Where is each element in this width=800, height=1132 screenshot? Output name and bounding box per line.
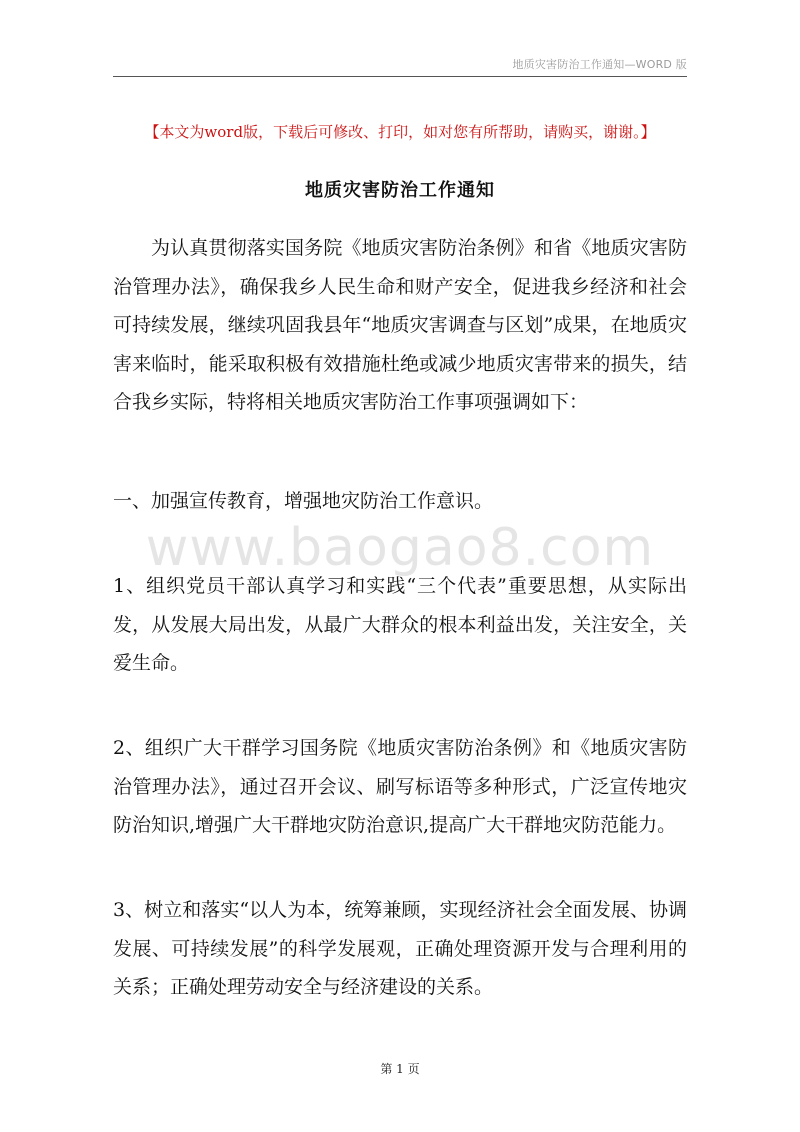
page-number: 第 1 页 (380, 1062, 420, 1076)
list-item-2: 2、组织广大干群学习国务院《地质灾害防治条例》和《地质灾害防治管理办法》，通过召开会议、刷写标语等多种形式，广泛宣传地灾防治知识,增强广大干群地灾防治意识,提高广大干群地灾防范能力。 (113, 737, 687, 836)
running-header: 地质灾害防治工作通知—WORD 版 (512, 58, 687, 71)
intro-paragraph: 为认真贯彻落实国务院《地质灾害防治条例》和省《地质灾害防治管理办法》，确保我乡人民生命和财产安全，促进我乡经济和社会可持续发展，继续巩固我县年“地质灾害调查与区划”成果，在地质灾害来临时，能采取积极有效措施杜绝或减少地质灾害带来的损失，结合我乡实际，特将相关地质灾害防治工作事项强调如下： (113, 237, 687, 413)
section-heading-1: 一、加强宣传教育，增强地灾防治工作意识。 (113, 490, 494, 512)
header-divider (113, 76, 687, 77)
document-title: 地质灾害防治工作通知 (305, 180, 495, 201)
download-notice: 【本文为word版，下载后可修改、打印，如对您有所帮助，请购买，谢谢。】 (144, 123, 656, 141)
list-item-3: 3、树立和落实“以人为本，统筹兼顾，实现经济社会全面发展、协调发展、可持续发展”的科学发展观，正确处理资源开发与合理利用的关系；正确处理劳动安全与经济建设的关系。 (113, 899, 687, 998)
list-item-1: 1、组织党员干部认真学习和实践“三个代表”重要思想，从实际出发，从发展大局出发，从最广大群众的根本利益出发，关注安全，关爱生命。 (113, 575, 687, 674)
watermark-text: www.baogao8.com (145, 518, 655, 578)
